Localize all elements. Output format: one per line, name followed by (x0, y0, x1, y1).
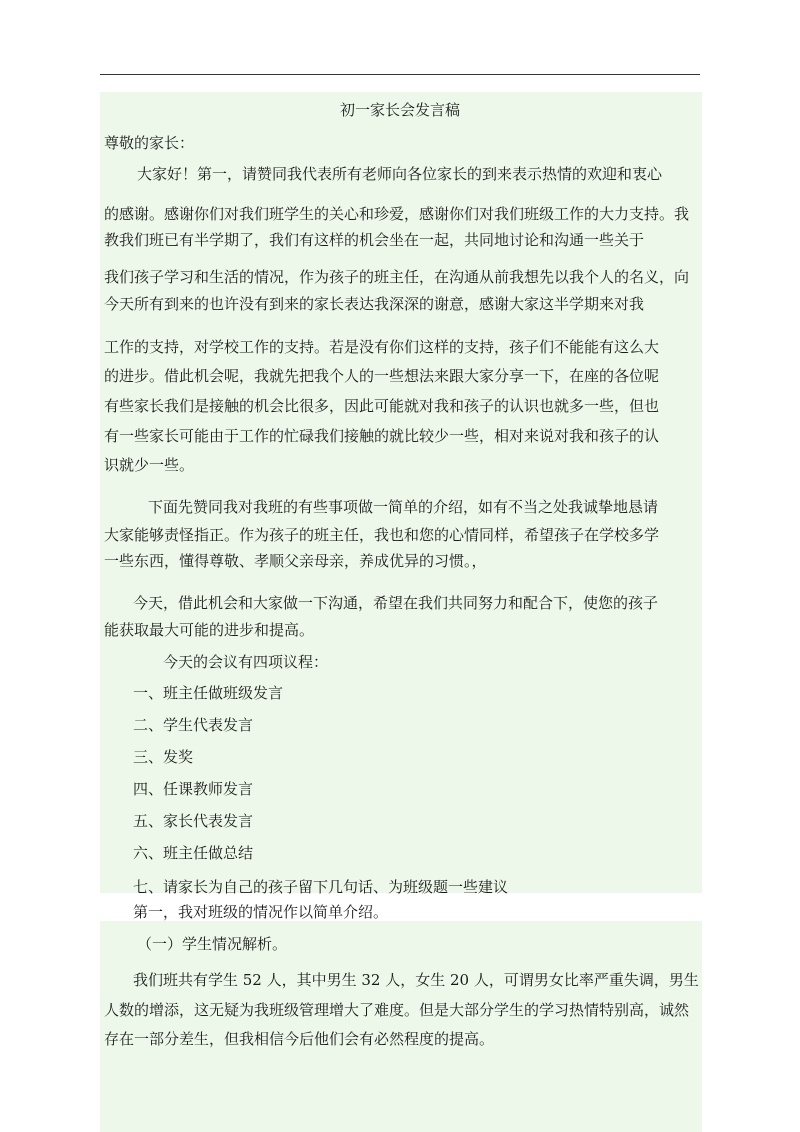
paragraph-line: 一些东西，懂得尊敬、孝顺父亲母亲，养成优异的习惯。， (104, 552, 487, 570)
agenda-item: 七、请家长为自己的孩子留下几句话、为班级题一些建议 (133, 878, 509, 896)
agenda-item: 一、班主任做班级发言 (133, 684, 284, 702)
subsection-heading: （一）学生情况解析。 (137, 935, 288, 953)
paragraph-line: 我们孩子学习和生活的情况，作为孩子的班主任，在沟通从前我想先以我个人的名义，向 (104, 268, 690, 286)
paragraph-line: 的进步。借此机会呢，我就先把我个人的一些想法来跟大家分享一下，在座的各位呢 (104, 367, 660, 385)
paragraph-line: 能获取最大可能的进步和提高。 (104, 621, 315, 639)
paragraph-line: 大家能够责怪指正。作为孩子的班主任，我也和您的心情同样，希望孩子在学校多学 (104, 526, 660, 544)
agenda-item: 四、任课教师发言 (133, 780, 254, 798)
paragraph-line: 人数的增添，这无疑为我班级管理增大了难度。但是大部分学生的学习热情特别高，诚然 (104, 1001, 690, 1019)
paragraph-line: 存在一部分差生，但我相信今后他们会有必然程度的提高。 (104, 1030, 495, 1048)
paragraph-line: 今天，借此机会和大家做一下沟通，希望在我们共同努力和配合下，使您的孩子 (133, 594, 659, 612)
paragraph-line: 有一些家长可能由于工作的忙碌我们接触的就比较少一些，相对来说对我和孩子的认 (104, 427, 660, 445)
agenda-item: 三、发奖 (133, 748, 194, 766)
agenda-item: 六、班主任做总结 (133, 844, 254, 862)
paragraph-line: 的感谢。感谢你们对我们班学生的关心和珍爱，感谢你们对我们班级工作的大力支持。我 (104, 205, 690, 223)
paragraph-line: 今天所有到来的也许没有到来的家长表达我深深的谢意，感谢大家这半学期来对我 (104, 295, 645, 313)
salutation: 尊敬的家长： (104, 134, 195, 152)
paragraph-line: 识就少一些。 (104, 456, 195, 474)
paragraph-line: 大家好！第一，请赞同我代表所有老师向各位家长的到来表示热情的欢迎和衷心 (137, 165, 663, 183)
agenda-item: 二、学生代表发言 (133, 716, 254, 734)
document-title: 初一家长会发言稿 (340, 101, 461, 119)
paragraph-line: 有些家长我们是接触的机会比很多，因此可能就对我和孩子的认识也就多一些，但也 (104, 397, 660, 415)
header-rule (100, 74, 700, 75)
paragraph-line: 工作的支持，对学校工作的支持。若是没有你们这样的支持，孩子们不能能有这么大 (104, 338, 660, 356)
agenda-heading: 今天的会议有四项议程： (163, 653, 329, 671)
paragraph-line: 我们班共有学生 52 人，其中男生 32 人，女生 20 人，可谓男女比率严重失调，男生 (133, 971, 699, 989)
agenda-item: 五、家长代表发言 (133, 812, 254, 830)
section-heading: 第一，我对班级的情况作以简单介绍。 (133, 903, 389, 921)
paragraph-line: 下面先赞同我对我班的有些事项做一简单的介绍，如有不当之处我诚挚地恳请 (148, 498, 659, 516)
paragraph-line: 教我们班已有半学期了，我们有这样的机会坐在一起，共同地讨论和沟通一些关于 (104, 231, 645, 249)
